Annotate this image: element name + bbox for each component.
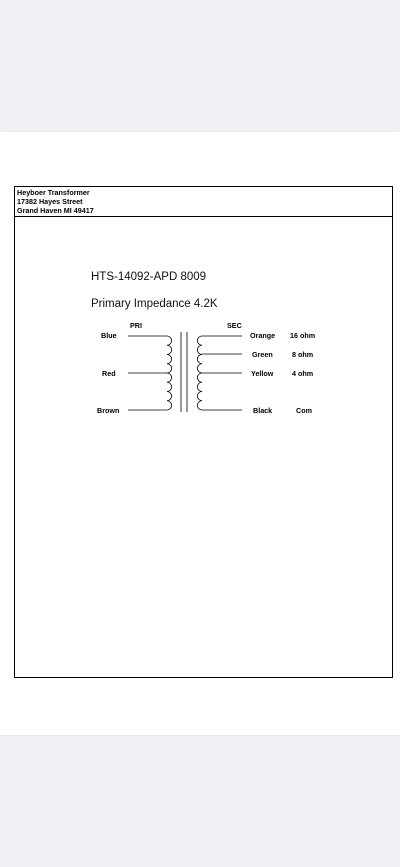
tap-value-16-ohm: 16 ohm [290, 331, 316, 340]
transformer-core [181, 332, 187, 412]
company-city: Grand Haven MI 49417 [17, 206, 94, 215]
tap-value-common: Com [296, 406, 312, 415]
primary-coil [167, 336, 172, 410]
company-street: 17382 Hayes Street [17, 197, 83, 206]
secondary-lead-black: Black [253, 406, 273, 415]
company-name: Heyboer Transformer [17, 188, 90, 197]
primary-impedance: Primary Impedance 4.2K [91, 298, 218, 310]
secondary-lead-green: Green [252, 350, 273, 359]
primary-lead-red: Red [102, 369, 116, 378]
secondary-label: SEC [227, 321, 242, 330]
document-page [0, 132, 400, 735]
secondary-lead-yellow: Yellow [251, 369, 274, 378]
primary-winding [128, 336, 172, 410]
secondary-coil [197, 336, 202, 410]
secondary-lead-orange: Orange [250, 331, 276, 340]
primary-label: PRI [130, 321, 142, 330]
secondary-winding [197, 336, 242, 410]
tap-value-4-ohm: 4 ohm [292, 369, 314, 378]
part-number: HTS-14092-APD 8009 [91, 271, 207, 283]
primary-lead-brown: Brown [97, 406, 120, 415]
primary-lead-blue: Blue [101, 331, 117, 340]
transformer-schematic [0, 132, 400, 735]
tap-value-8-ohm: 8 ohm [292, 350, 314, 359]
